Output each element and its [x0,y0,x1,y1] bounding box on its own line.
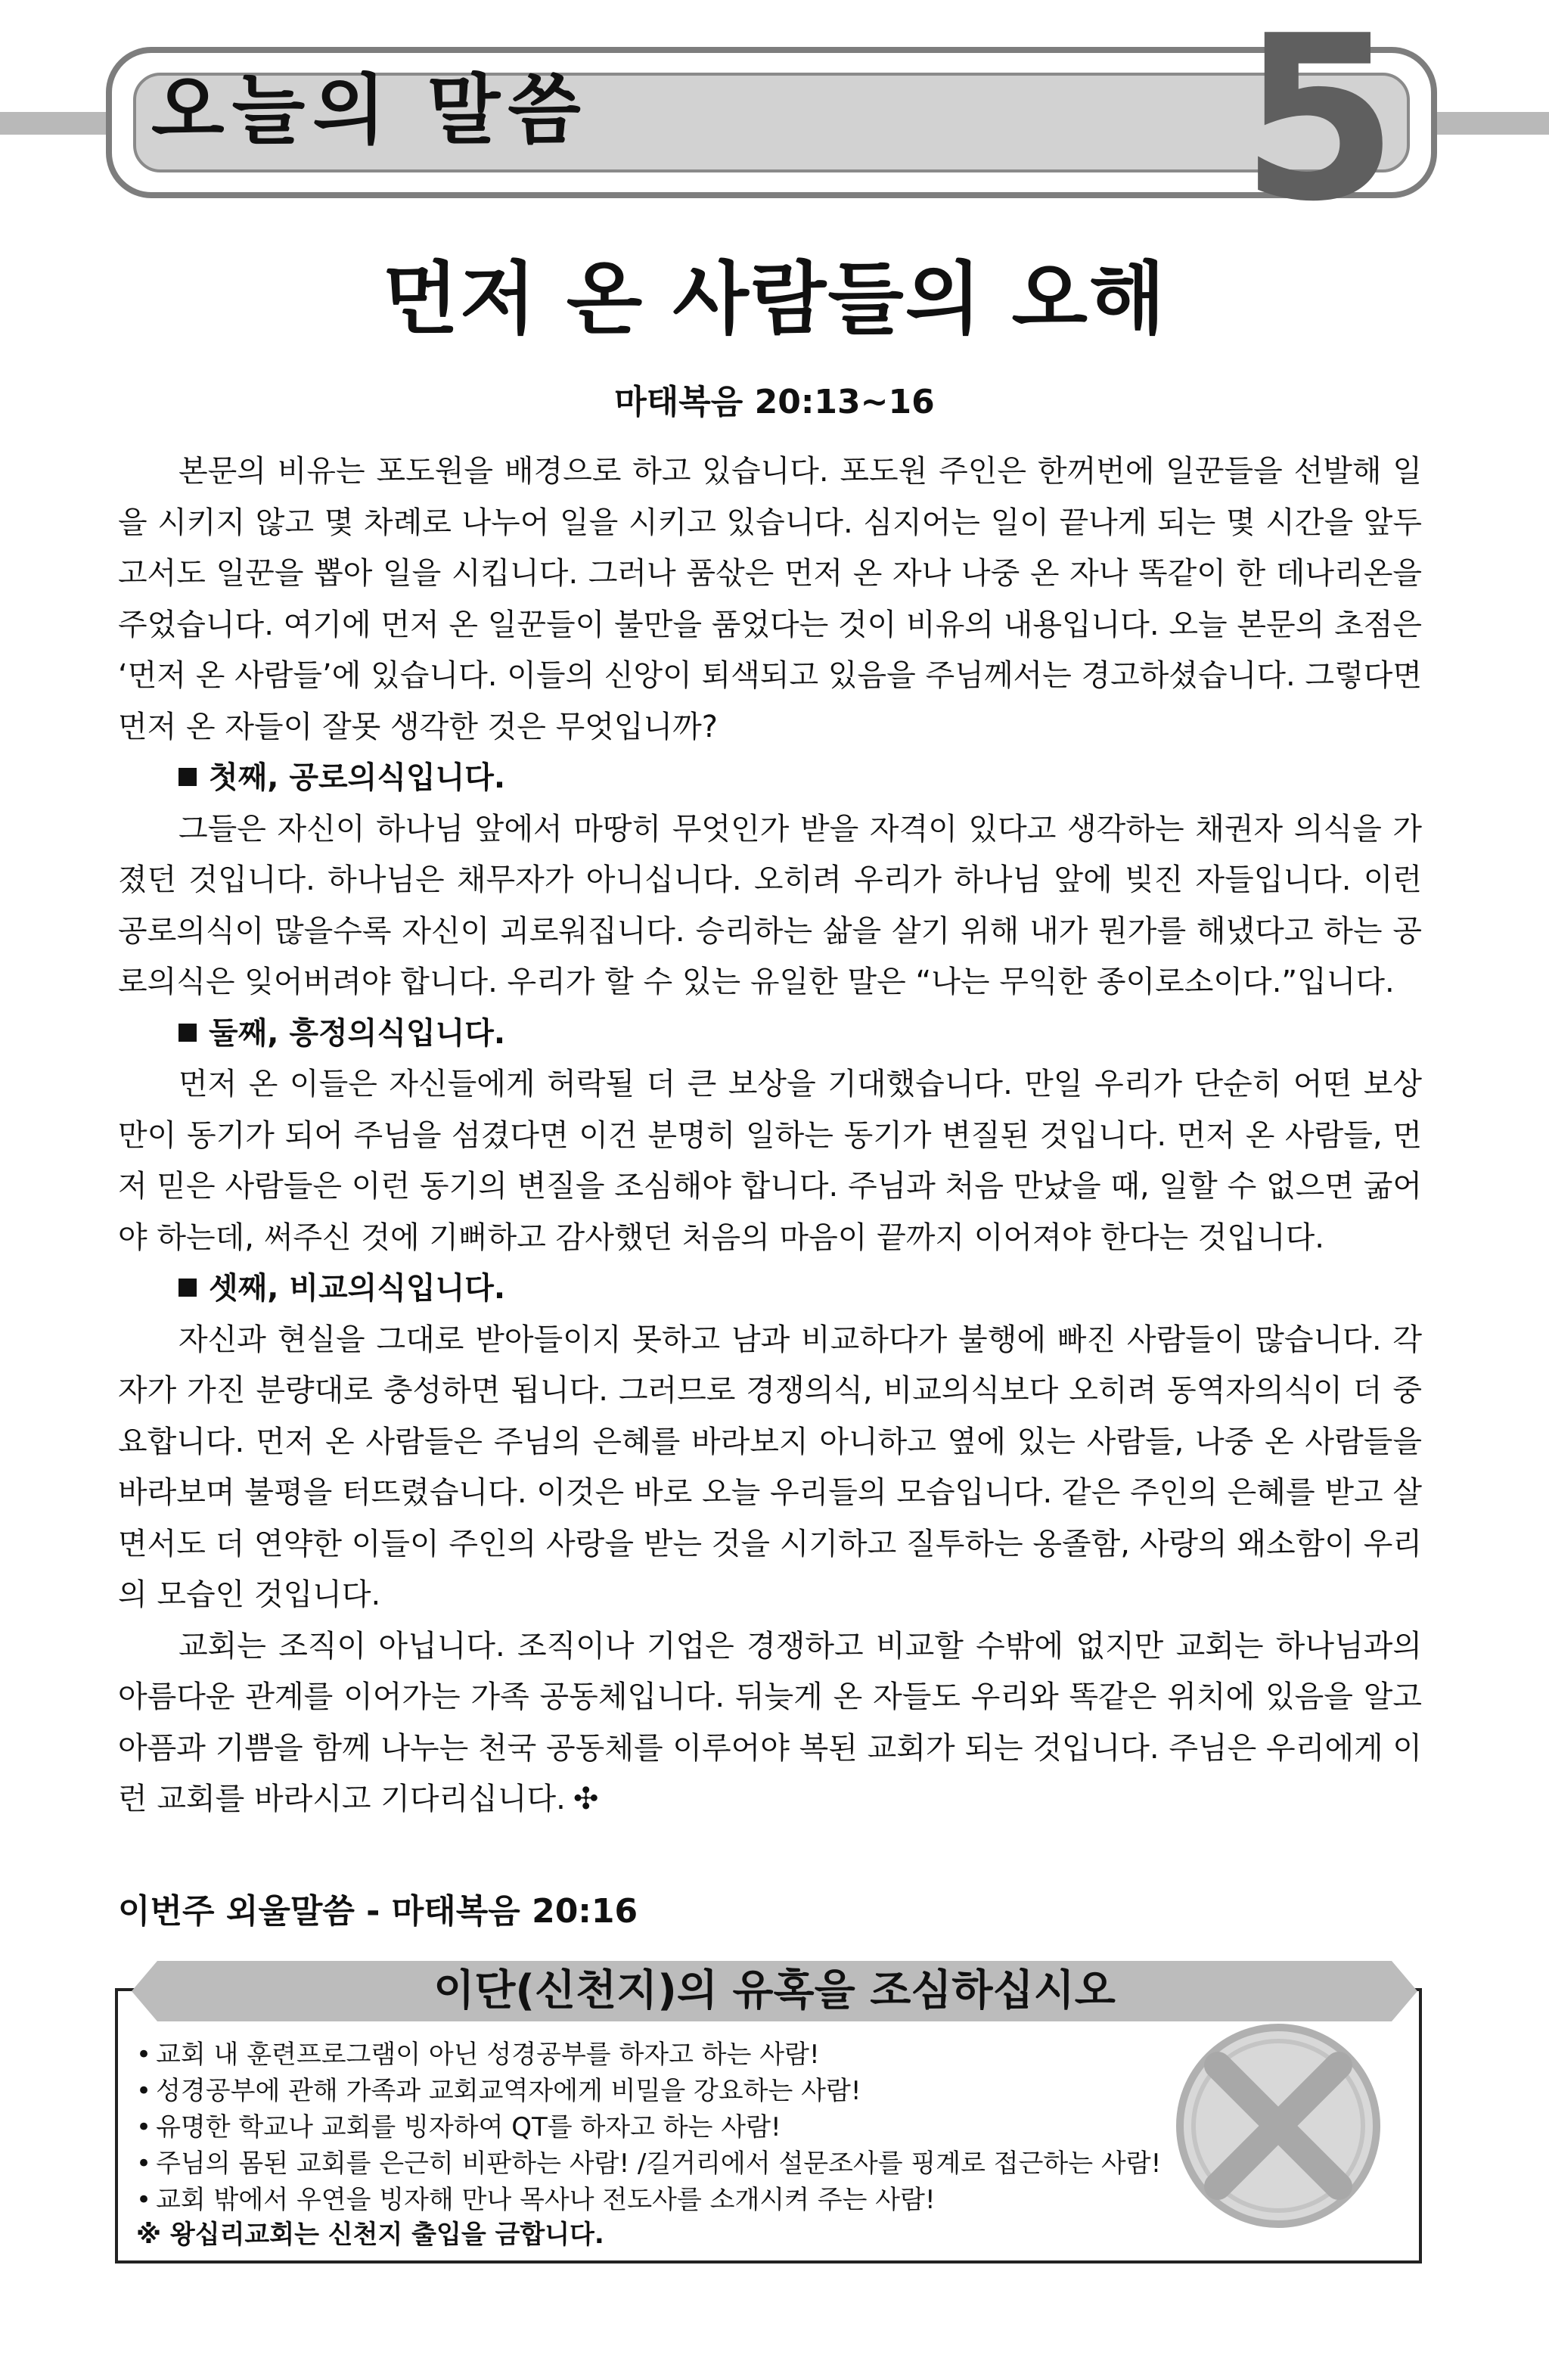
list-item: • 교회 밖에서 우연을 빙자해 만나 목사나 전도사를 소개시켜 주는 사람! [136,2182,1414,2218]
section-heading-text: 셋째, 비교의식입니다. [209,1271,506,1306]
sermon-body [118,446,1422,1825]
section-paragraph-3: 자신과 현실을 그대로 받아들이지 못하고 남과 비교하다가 불행에 빠진 사람들이 많습니다. 각자가 가진 분량대로 충성하면 됩니다. 그러므로 경쟁의식, 비교의식보다 오히려 동역자의식이 더 중요합니다. 먼저 온 사람들은 주님의 은혜를 바라보지 아니하고 옆에 있는 사람들, 나중 온 사람들을 바라보며 불평을 터뜨렸습니다. 이것은 바로 오늘 우리들의 모습입니다. 같은 주인의 은혜를 받고 살면서도 더 연약한 이들이 주인의 사랑을 받는 것을 시기하고 질투하는 옹졸함, 사랑의 왜소함이 우리의 모습인 것입니다. [118,1322,1422,1612]
memory-verse: 이번주 외울말씀 - 마태복음 20:16 [118,1892,638,1931]
warning-footer: ※ 왕십리교회는 신천지 출입을 금합니다. [136,2220,604,2250]
list-item: • 교회 내 훈련프로그램이 아닌 성경공부를 하자고 하는 사람! [136,2037,1414,2073]
section-heading-3 [118,1263,1422,1315]
section-heading-text: 첫째, 공로의식입니다. [209,760,506,795]
page-number: 5 [1240,0,1398,251]
square-bullet-icon [178,1279,197,1297]
section-heading-1 [118,753,1422,804]
list-item: • 유명한 학교나 교회를 빙자하여 QT를 하자고 하는 사람! [136,2109,1414,2145]
warning-title: 이단(신천지)의 유혹을 조심하십시오 [433,1966,1116,2015]
intro-paragraph: 본문의 비유는 포도원을 배경으로 하고 있습니다. 포도원 주인은 한꺼번에 일꾼들을 선발해 일을 시키지 않고 몇 차례로 나누어 일을 시키고 있습니다. 심지어는 일이 끝나게 되는 몇 시간을 앞두고서도 일꾼을 뽑아 일을 시킵니다. 그러나 품삯은 먼저 온 자나 나중 온 자나 똑같이 한 데나리온을 주었습니다. 여기에 먼저 온 일꾼들이 불만을 품었다는 것이 비유의 내용입니다. 오늘 본문의 초점은 ‘먼저 온 사람들’에 있습니다. 이들의 신앙이 퇴색되고 있음을 주님께서는 경고하셨습니다. 그렇다면 먼저 온 자들이 잘못 생각한 것은 무엇입니까? [118,454,1422,744]
scripture-reference: 마태복음 20:13~16 [614,383,935,421]
section-title: 오늘의 말씀 [151,66,588,154]
cross-ornament-icon: ✣ [573,1782,599,1816]
conclusion-text: 교회는 조직이 아닙니다. 조직이나 기업은 경쟁하고 비교할 수밖에 없지만 교회는 하나님과의 아름다운 관계를 이어가는 가족 공동체입니다. 뒤늦게 온 자들도 우리와 똑같은 위치에 있음을 알고 아픔과 기쁨을 함께 나누는 천국 공동체를 이루어야 복된 교회가 되는 것입니다. 주님은 우리에게 이런 교회를 바라시고 기다리십니다. [118,1628,1422,1816]
header-rule-left [0,112,121,135]
sermon-title: 먼저 온 사람들의 오해 [382,253,1167,345]
warning-list [136,2037,1414,2218]
section-paragraph-2: 먼저 온 이들은 자신들에게 허락될 더 큰 보상을 기대했습니다. 만일 우리가 단순히 어떤 보상만이 동기가 되어 주님을 섬겼다면 이건 분명히 일하는 동기가 변질된 것입니다. 먼저 온 사람들, 먼저 믿은 사람들은 이런 동기의 변질을 조심해야 합니다. 주님과 처음 만났을 때, 일할 수 없으면 굶어야 하는데, 써주신 것에 기뻐하고 감사했던 처음의 마음이 끝까지 이어져야 한다는 것입니다. [118,1067,1422,1255]
section-heading-text: 둘째, 흥정의식입니다. [209,1015,506,1051]
square-bullet-icon [178,1024,197,1042]
section-paragraph-1: 그들은 자신이 하나님 앞에서 마땅히 무엇인가 받을 자격이 있다고 생각하는 채권자 의식을 가졌던 것입니다. 하나님은 채무자가 아니십니다. 오히려 우리가 하나님 앞에 빚진 자들입니다. 이런 공로의식이 많을수록 자신이 괴로워집니다. 승리하는 삶을 살기 위해 내가 뭔가를 해냈다고 하는 공로의식은 잊어버려야 합니다. 우리가 할 수 있는 유일한 말은 “나는 무익한 종이로소이다.”입니다. [118,811,1422,999]
conclusion-paragraph [118,1621,1422,1825]
square-bullet-icon [178,768,197,786]
list-item: • 성경공부에 관해 가족과 교회교역자에게 비밀을 강요하는 사람! [136,2073,1414,2109]
list-item: • 주님의 몸된 교회를 은근히 비판하는 사람! /길거리에서 설문조사를 핑계로 접근하는 사람! [136,2145,1414,2182]
section-heading-2 [118,1008,1422,1060]
